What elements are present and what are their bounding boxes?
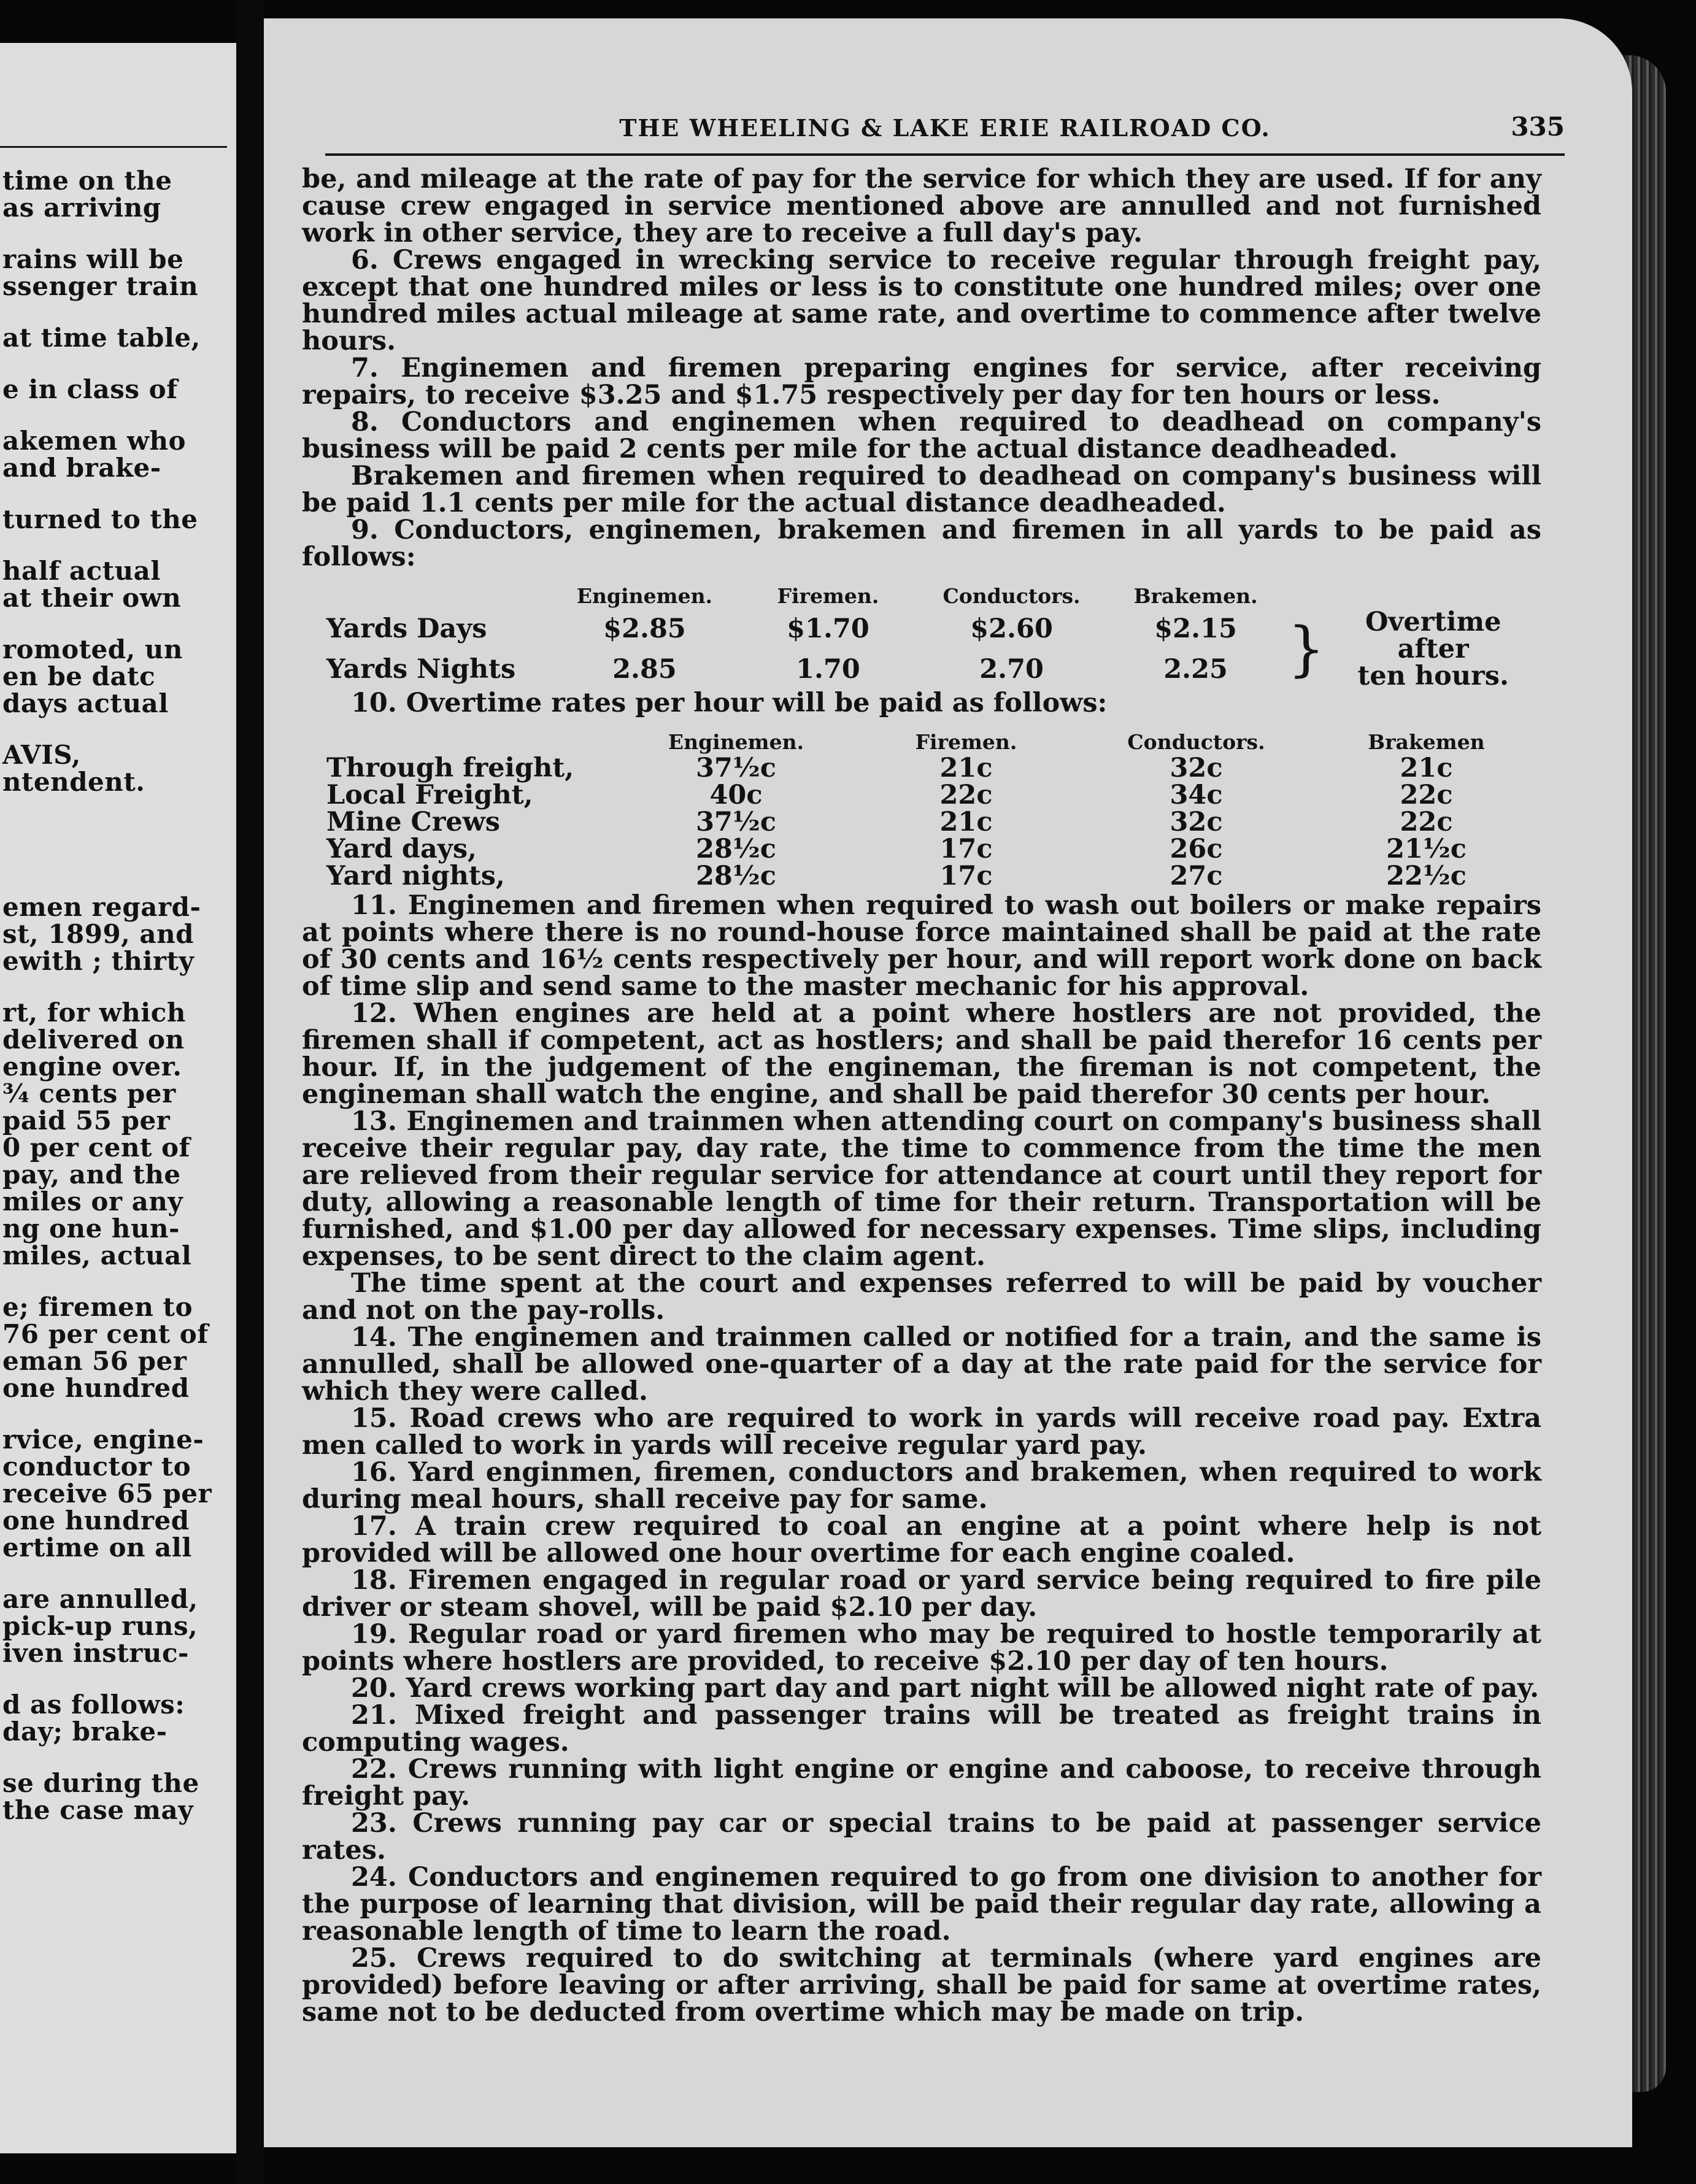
paragraph: 20. Yard crews working part day and part night will be allowed night rate of pay. [351, 1673, 1540, 1704]
paragraph: 17. A train crew required to coal an engine at a point where help is not provided will be allowed one hour overtime for each engine coaled. [302, 1511, 1541, 1569]
yard-table-header-row [326, 584, 1541, 609]
book-gutter [236, 0, 264, 2184]
table-row [326, 863, 1541, 890]
left-page-line: days actual [2, 688, 169, 718]
left-page-fragment [0, 43, 236, 2153]
yard-row-label: Yards Nights [326, 654, 516, 685]
left-page-line: 0 per cent of [2, 1132, 191, 1163]
overtime-row-label: Yard nights, [326, 861, 505, 891]
paragraph: 7. Enginemen and firemen preparing engines for service, after receiving repairs, to receive $3.25 and $1.75 respectively per day for ten hours or less. [302, 353, 1541, 410]
left-page-line: ssenger train [2, 271, 199, 301]
left-page-line: ertime on all [2, 1532, 192, 1563]
ot-header-enginemen: Enginemen. [668, 730, 804, 754]
table-cell: 2.25 [1163, 654, 1228, 685]
yard-header-brakemen: Brakemen. [1133, 584, 1258, 608]
table-cell: 34c [1170, 780, 1223, 810]
left-page-line: receive 65 per [2, 1478, 212, 1509]
paragraph: 24. Conductors and enginemen required to go from one division to another for the purpose of learning that division, will be paid their regular day rate, allowing a reasonable length of time to learn the road. [302, 1862, 1541, 1947]
left-page-line: are annulled, [2, 1584, 198, 1614]
left-page-line: day; brake- [2, 1717, 168, 1747]
table-cell: $2.60 [970, 613, 1053, 644]
left-page-line: one hundred [2, 1373, 190, 1403]
table-cell: $2.85 [603, 613, 686, 644]
paragraph: 23. Crews running pay car or special trains to be paid at passenger service rates. [302, 1808, 1541, 1866]
table-cell: 28½c [696, 834, 776, 864]
left-page-line: st, 1899, and [2, 919, 195, 949]
left-page-line: at time table, [2, 323, 201, 353]
paragraph: Brakemen and firemen when required to deadhead on company's business will be paid 1.1 cents per mile for the actual distance deadheaded. [302, 461, 1541, 518]
left-page-line: d as follows: [2, 1690, 185, 1720]
table-cell: 2.70 [979, 654, 1044, 685]
table-cell: 37½c [696, 753, 776, 783]
paragraph: 11. Enginemen and firemen when required to wash out boilers or make repairs at points where there is no round-house force maintained shall be paid at the rate of 30 cents and 16½ cents respectively per hour, and will report work done on back of time slip and send same to the master mechanic for his approval. [302, 890, 1541, 1002]
table-cell: 40c [709, 780, 763, 810]
left-page-line: ntendent. [2, 767, 145, 797]
left-page-line: ewith ; thirty [2, 946, 195, 976]
table-cell: 17c [939, 834, 993, 864]
paragraph: 18. Firemen engaged in regular road or yard service being required to fire pile driver or steam shovel, will be paid $2.10 per day. [302, 1565, 1541, 1623]
left-page-line: pay, and the [2, 1159, 181, 1190]
table-cell: 27c [1170, 861, 1223, 891]
overtime-note-line-2: ten hours. [1357, 661, 1509, 691]
table-cell: 21c [1400, 753, 1453, 783]
left-page-line: en be datc [2, 661, 156, 691]
ot-header-brakemen: Brakemen [1368, 730, 1485, 754]
left-page-line: the case may [2, 1795, 194, 1825]
overtime-rates-table [326, 730, 1541, 890]
overtime-note [1325, 609, 1541, 690]
yard-row-label: Yards Days [326, 613, 487, 644]
table-cell: 17c [939, 861, 993, 891]
left-page-line: paid 55 per [2, 1105, 171, 1136]
overtime-row-label: Through freight, [326, 753, 574, 783]
overtime-row-label: Mine Crews [326, 807, 500, 837]
running-title: THE WHEELING & LAKE ERIE RAILROAD CO. [619, 114, 1271, 142]
table-cell: $2.15 [1154, 613, 1237, 644]
table-cell: 2.85 [612, 654, 677, 685]
overtime-table-header-row [326, 730, 1541, 755]
table-cell: 22c [1400, 807, 1453, 837]
left-page-line: ng one hun- [2, 1213, 180, 1244]
paragraph: 6. Crews engaged in wrecking service to receive regular through freight pay, except that one hundred miles or less is to constitute one hundred miles; over one hundred miles actual mileage at same rate, and overtime to commence after twelve hours. [302, 245, 1541, 356]
left-page-line: akemen who [2, 426, 187, 456]
left-page-line: pick-up runs, [2, 1611, 198, 1641]
overtime-row-label: Yard days, [326, 834, 477, 864]
paragraph: 12. When engines are held at a point where hostlers are not provided, the firemen shall if competent, act as hostlers; and shall be paid therefor 16 cents per hour. If, in the judgement of the engineman, the fireman is not competent, the engineman shall watch the engine, and shall be paid therefor 30 cents per hour. [302, 998, 1541, 1110]
table-cell: 32c [1170, 807, 1223, 837]
left-page-line: ¾ cents per [2, 1079, 176, 1109]
paragraph: be, and mileage at the rate of pay for the service for which they are used. If for any cause crew engaged in service mentioned above are annulled and not furnished work in other service, they are to receive a full day's pay. [302, 164, 1541, 248]
table-row [326, 782, 1541, 809]
table-cell: 21c [939, 807, 993, 837]
table-row [326, 755, 1541, 782]
body-text [302, 166, 1541, 2026]
left-page-line: miles or any [2, 1186, 183, 1217]
overtime-note-line-1: Overtime after [1365, 607, 1501, 664]
running-head [325, 110, 1565, 156]
table-cell: 26c [1170, 834, 1223, 864]
table-cell: 1.70 [796, 654, 860, 685]
paragraph: The time spent at the court and expenses referred to will be paid by voucher and not on the pay-rolls. [302, 1268, 1541, 1326]
page-number: 335 [1511, 112, 1565, 142]
left-page-line: half actual [2, 556, 161, 586]
paragraph: 21. Mixed freight and passenger trains will be treated as freight trains in computing wages. [302, 1700, 1541, 1758]
table-cell: 21½c [1386, 834, 1467, 864]
left-page-line: and brake- [2, 453, 161, 483]
paragraph: 25. Crews required to do switching at terminals (where yard engines are provided) before leaving or after arriving, shall be paid for same at overtime rates, same not to be deducted from overtime which may be made on trip. [302, 1943, 1541, 2028]
paragraph: 13. Enginemen and trainmen when attending court on company's business shall receive their regular pay, day rate, the time to commence from the time the men are relieved from their regular service for attendance at court until they report for duty, allowing a reasonable length of time for their return. Transportation will be furnished, and $1.00 per day allowed for necessary expenses. Time slips, including expenses, to be sent direct to the claim agent. [302, 1106, 1541, 1272]
left-page-line: one hundred [2, 1505, 190, 1536]
left-page-line: 76 per cent of [2, 1319, 209, 1349]
ot-header-firemen: Firemen. [915, 730, 1017, 754]
table-cell: 21c [939, 753, 993, 783]
table-cell: $1.70 [787, 613, 869, 644]
left-page-line: romoted, un [2, 634, 183, 664]
left-page-line: rains will be [2, 244, 184, 274]
left-page-line: time on the [2, 166, 172, 196]
paragraph: 8. Conductors and enginemen when required to deadhead on company's business will be paid 2 cents per mile for the actual distance deadheaded. [302, 407, 1541, 464]
table-cell: 28½c [696, 861, 776, 891]
table-cell: 37½c [696, 807, 776, 837]
ot-header-conductors: Conductors. [1127, 730, 1265, 754]
table-row [326, 609, 1541, 649]
paragraph-10: 10. Overtime rates per hour will be paid as follows: [351, 688, 1108, 718]
left-page-line: at their own [2, 583, 182, 613]
paragraphs-after [302, 892, 1541, 2026]
left-page-line: eman 56 per [2, 1346, 187, 1376]
left-page-line: miles, actual [2, 1240, 192, 1271]
overtime-table-body [326, 755, 1541, 890]
left-page-line: engine over. [2, 1052, 182, 1082]
paragraph: 22. Crews running with light engine or engine and caboose, to receive through freight pay. [302, 1754, 1541, 1812]
left-page-line: e; firemen to [2, 1292, 193, 1322]
left-page-line: delivered on [2, 1025, 185, 1055]
left-page-line: conductor to [2, 1452, 191, 1482]
paragraph: 9. Conductors, enginemen, brakemen and firemen in all yards to be paid as follows: [302, 515, 1541, 572]
yard-header-firemen: Firemen. [777, 584, 879, 608]
paragraph: 15. Road crews who are required to work in yards will receive road pay. Extra men called to work in yards will receive regular yard pay. [302, 1403, 1541, 1461]
left-page-line: e in class of [2, 374, 178, 404]
brace: } [1287, 615, 1325, 683]
table-row [326, 809, 1541, 836]
left-page-line: iven instruc- [2, 1638, 189, 1668]
left-page-line: emen regard- [2, 892, 201, 922]
paragraph: 19. Regular road or yard firemen who may be required to hostle temporarily at points where hostlers are provided, to receive $2.10 per day of ten hours. [302, 1619, 1541, 1677]
overtime-row-label: Local Freight, [326, 780, 533, 810]
paragraph: 14. The enginemen and trainmen called or notified for a train, and the same is annulled, shall be allowed one-quarter of a day at the rate paid for the service for which they were called. [302, 1322, 1541, 1407]
left-page-line: as arriving [2, 193, 161, 223]
left-page-line: se during the [2, 1768, 199, 1798]
left-page-line: turned to the [2, 504, 198, 534]
table-cell: 22½c [1386, 861, 1467, 891]
paragraphs-before [302, 166, 1541, 571]
table-cell: 22c [939, 780, 993, 810]
left-page-header-rule [0, 146, 227, 148]
yard-header-conductors: Conductors. [942, 584, 1081, 608]
left-page-line: rt, for which [2, 998, 186, 1028]
left-page-line: AVIS, [2, 740, 81, 770]
yard-header-enginemen: Enginemen. [576, 584, 713, 608]
left-page-line: rvice, engine- [2, 1425, 204, 1455]
right-page [264, 18, 1632, 2147]
yard-rates-table [326, 584, 1541, 690]
table-row [326, 836, 1541, 863]
table-cell: 22c [1400, 780, 1453, 810]
table-cell: 32c [1170, 753, 1223, 783]
paragraph: 16. Yard enginmen, firemen, conductors and brakemen, when required to work during meal hours, shall receive pay for same. [302, 1457, 1541, 1515]
